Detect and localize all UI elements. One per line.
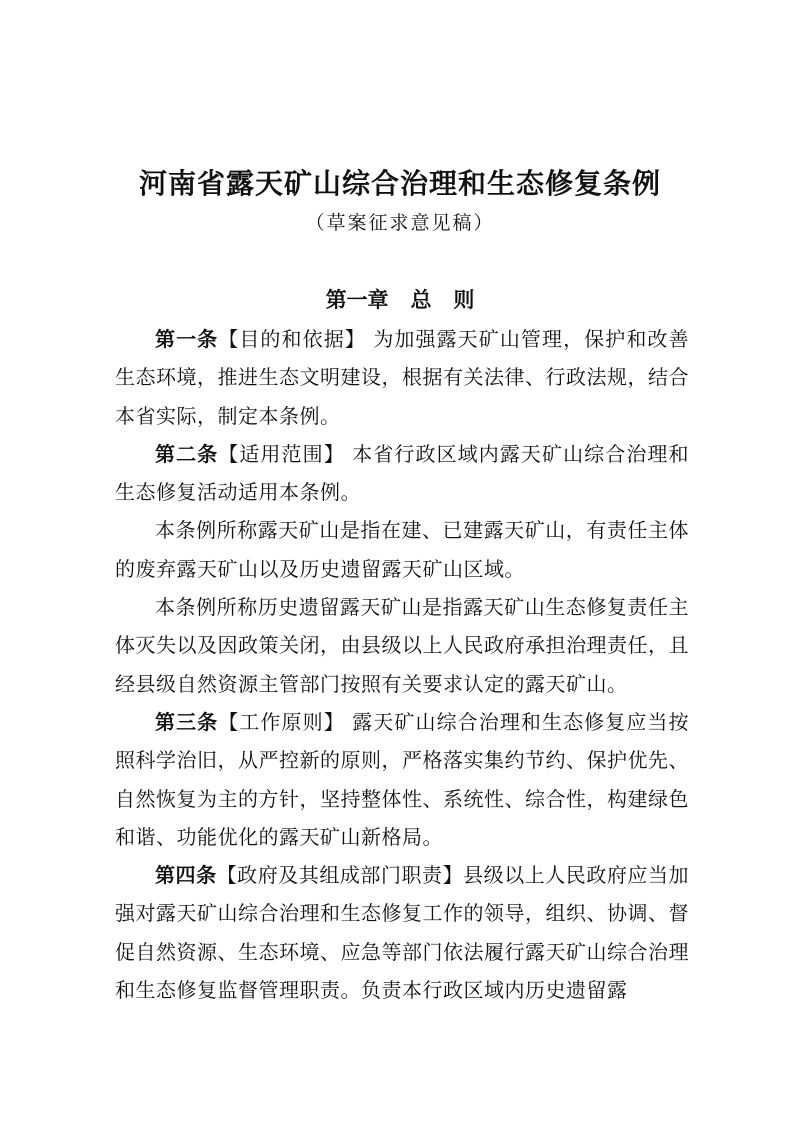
article-heading: 【政府及其组成部门职责】 (216, 863, 464, 888)
paragraph: 本条例所称露天矿山是指在建、已建露天矿山，有责任主体的废弃露天矿山以及历史遗留露天矿山区域。 (115, 518, 689, 581)
article-3 (115, 703, 689, 856)
article-number: 第三条 (155, 709, 219, 734)
article-number: 第一条 (155, 327, 219, 351)
article-4 (115, 856, 689, 1009)
article-text: 露天矿山综合治理和生态修复应当按照科学治旧，从严控新的原则，严格落实集约节约、保护优先、自然恢复为主的方针，坚持整体性、系统性、综合性，构建绿色和谐、功能优化的露天矿山新格局。 (115, 709, 690, 849)
article-number: 第四条 (155, 863, 217, 888)
paragraph: 本条例所称历史遗留露天矿山是指露天矿山生态修复责任主体灭失以及因政策关闭，由县级以上人民政府承担治理责任，且经县级自然资源主管部门按照有关要求认定的露天矿山。 (115, 595, 689, 696)
article-2 (115, 435, 689, 512)
article-1 (115, 320, 689, 435)
article-heading: 【适用范围】 (218, 441, 345, 466)
document-subtitle: （草案征求意见稿） (305, 212, 495, 234)
article-heading: 【目的和依据】 (218, 327, 366, 351)
chapter-heading: 第一章 总 则 (325, 288, 475, 312)
article-heading: 【工作原则】 (218, 709, 345, 734)
document-title: 河南省露天矿山综合治理和生态修复条例 (138, 167, 661, 200)
article-number: 第二条 (155, 441, 219, 466)
article-text: 县级以上人民政府应当加强对露天矿山综合治理和生态修复工作的领导，组织、协调、督促自然资源、生态环境、应急等部门依法履行露天矿山综合治理和生态修复监督管理职责。负责本行政区域内历史遗留露 (115, 863, 690, 1003)
article-text: 本省行政区域内露天矿山综合治理和生态修复活动适用本条例。 (115, 441, 690, 505)
article-text: 为加强露天矿山管理，保护和改善生态环境，推进生态文明建设，根据有关法律、行政法规，结合本省实际，制定本条例。 (115, 327, 690, 428)
document-body (115, 320, 689, 1009)
